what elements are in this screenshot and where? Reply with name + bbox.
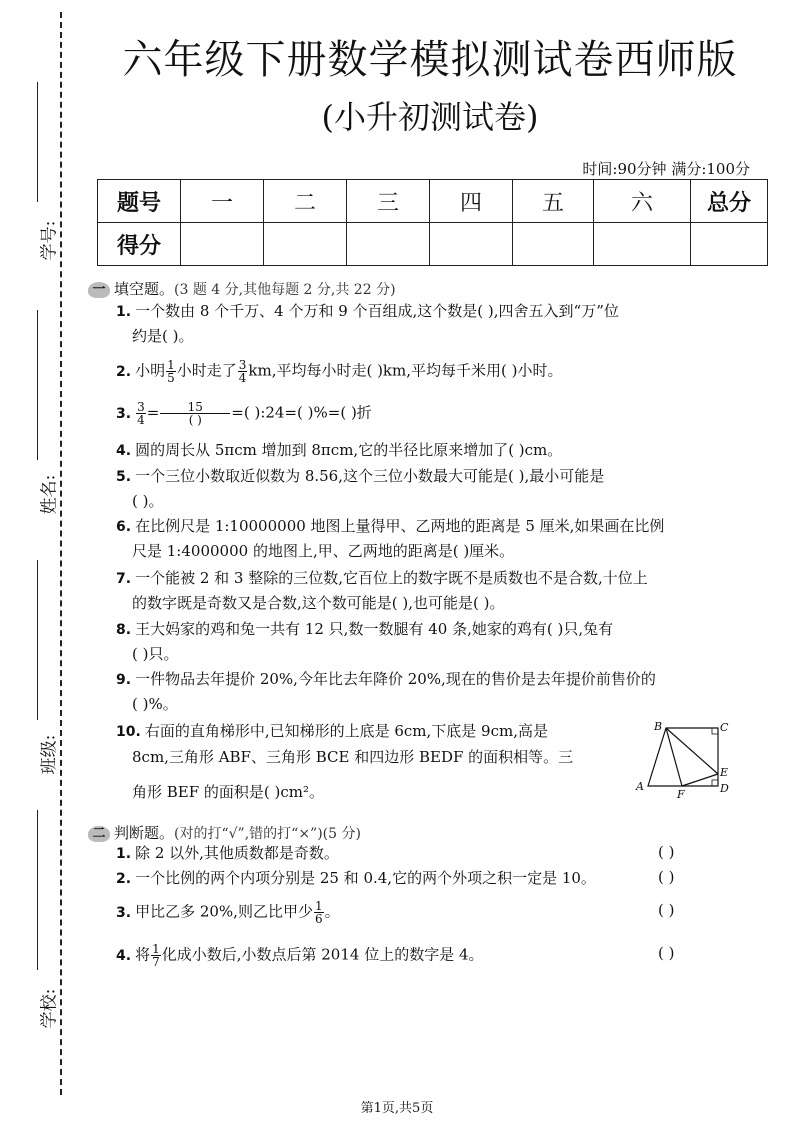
section-2-note: (对的打“√”,错的打“×”)(5 分): [174, 826, 361, 842]
question-number: 4.: [116, 443, 132, 459]
question-number: 1.: [116, 846, 132, 862]
answer-paren[interactable]: ( ): [658, 843, 675, 861]
page-subtitle: (小升初测试卷): [321, 98, 539, 136]
question-text: 右面的直角梯形中,已知梯形的上底是 6cm,下底是 9cm,高是: [144, 722, 548, 740]
label-e: E: [720, 766, 729, 779]
school-line: [37, 810, 38, 970]
label-d: D: [720, 782, 729, 795]
page-title: 六年级下册数学模拟测试卷西师版: [122, 37, 738, 83]
label-a: A: [636, 780, 644, 793]
answer-paren[interactable]: ( ): [658, 901, 675, 919]
score-table-header-row: [98, 180, 768, 223]
question-4: [116, 439, 562, 462]
score-row-label: 得分: [98, 223, 181, 266]
question-9: [116, 668, 656, 691]
tf-question-1: [116, 842, 339, 865]
question-number: 3.: [116, 904, 132, 921]
fraction: $\frac{1}{5}$: [167, 358, 175, 385]
score-input-cell[interactable]: [513, 223, 594, 266]
segment-bf: [666, 728, 682, 786]
name-label: 姓名:: [39, 474, 60, 515]
score-cell: 一: [181, 180, 264, 223]
question-number: 8.: [116, 622, 132, 638]
question-text: 在比例尺是 1:10000000 地图上量得甲、乙两地的距离是 5 厘米,如果画在比例: [135, 517, 665, 535]
fraction: $\frac{15}{( )}$: [160, 401, 230, 426]
student-no-label: 学号:: [39, 220, 60, 261]
fraction: $\frac{1}{7}$: [152, 942, 160, 969]
question-2: [116, 359, 562, 384]
question-8-cont: ( )只。: [132, 645, 179, 663]
section-1-heading: [88, 278, 396, 299]
score-input-cell[interactable]: [691, 223, 768, 266]
segment-be: [666, 728, 718, 774]
section-1-note: (3 题 4 分,其他每题 2 分,共 22 分): [174, 282, 396, 298]
question-9-cont: ( )%。: [132, 695, 178, 713]
tf-question-3: [116, 900, 340, 925]
score-input-cell[interactable]: [347, 223, 430, 266]
question-text: 化成小数后,小数点后第 2014 位上的数字是 4。: [161, 945, 484, 964]
score-cell: 总分: [691, 180, 768, 223]
question-1-cont: 约是( )。: [132, 327, 194, 345]
question-text: 一个数由 8 个千万、4 个万和 9 个百组成,这个数是( ),四舍五入到“万”位: [135, 302, 619, 320]
question-text: 一个能被 2 和 3 整除的三位数,它百位上的数字既不是质数也不是合数,十位上: [135, 569, 648, 587]
question-text: 一个三位小数取近似数为 8.56,这个三位小数最大可能是( ),最小可能是: [135, 467, 605, 485]
question-text: =( ):24=( )%=( )折: [231, 403, 372, 422]
question-10-cont: 8cm,三角形 ABF、三角形 BCE 和四边形 BEDF 的面积相等。三: [132, 748, 574, 766]
section-2-title: 判断题。: [114, 824, 175, 842]
student-no-line: [37, 82, 38, 202]
fraction: $\frac{1}{6}$: [314, 899, 323, 926]
binding-dashed-line: [60, 12, 62, 1095]
section-2-heading: [88, 822, 361, 843]
question-text: 一件物品去年提价 20%,今年比去年降价 20%,现在的售价是去年提价前售价的: [135, 670, 656, 688]
time-info: 时间:90分钟 满分:100分: [582, 160, 750, 178]
question-number: 3.: [116, 405, 132, 422]
question-number: 5.: [116, 469, 132, 485]
label-b: B: [654, 720, 663, 733]
question-number: 9.: [116, 672, 132, 688]
score-input-cell[interactable]: [430, 223, 513, 266]
question-7: [116, 567, 648, 590]
question-text: 圆的周长从 5πcm 增加到 8πcm,它的半径比原来增加了( )cm。: [135, 441, 563, 459]
question-number: 7.: [116, 571, 132, 587]
score-cell: 四: [430, 180, 513, 223]
question-number: 6.: [116, 519, 132, 535]
question-5-cont: ( )。: [132, 492, 164, 510]
score-table-score-row: [98, 223, 768, 266]
question-6: [116, 515, 664, 538]
question-5: [116, 465, 604, 488]
answer-paren[interactable]: ( ): [658, 944, 675, 962]
question-8: [116, 618, 613, 641]
question-number: 10.: [116, 724, 141, 740]
section-1-badge: 一: [88, 282, 110, 298]
name-line: [37, 310, 38, 460]
question-text: 甲比乙多 20%,则乙比甲少: [135, 902, 313, 921]
class-line: [37, 560, 38, 720]
score-cell: 六: [594, 180, 691, 223]
question-text: =: [146, 403, 160, 422]
question-3: [116, 401, 372, 426]
label-c: C: [720, 721, 729, 734]
label-f: F: [677, 788, 685, 801]
trapezoid-figure: [630, 718, 730, 802]
fraction: $\frac{3}{4}$: [238, 358, 247, 385]
section-2-badge: 二: [88, 826, 110, 842]
score-cell: 二: [264, 180, 347, 223]
question-10: [116, 720, 548, 743]
question-text: 王大妈家的鸡和兔一共有 12 只,数一数腿有 40 条,她家的鸡有( )只,兔有: [135, 620, 614, 638]
answer-paren[interactable]: ( ): [658, 868, 675, 886]
question-text: 将: [135, 945, 151, 964]
class-label: 班级:: [39, 734, 60, 775]
score-cell: 五: [513, 180, 594, 223]
right-angle-mark: [712, 728, 718, 734]
question-text: km,平均每小时走( )km,平均每千米用( )小时。: [248, 361, 563, 380]
tf-question-4: [116, 943, 484, 968]
tf-question-2: [116, 867, 596, 890]
question-7-cont: 的数字既是奇数又是合数,这个数可能是( ),也可能是( )。: [132, 594, 505, 612]
question-text: 一个比例的两个内项分别是 25 和 0.4,它的两个外项之积一定是 10。: [135, 869, 596, 887]
score-table: [97, 179, 768, 266]
score-cell: 题号: [98, 180, 181, 223]
question-text: 。: [324, 902, 340, 921]
question-10-cont: 角形 BEF 的面积是( )cm²。: [132, 783, 325, 801]
section-1-title: 填空题。: [114, 280, 175, 298]
page-footer: 第1页,共5页: [360, 1101, 434, 1116]
question-text: 小时走了: [176, 361, 237, 380]
score-input-cell[interactable]: [181, 223, 264, 266]
right-angle-mark: [712, 780, 718, 786]
score-input-cell[interactable]: [264, 223, 347, 266]
question-number: 2.: [116, 363, 132, 380]
question-text: 除 2 以外,其他质数都是奇数。: [135, 844, 339, 862]
score-input-cell[interactable]: [594, 223, 691, 266]
question-number: 1.: [116, 304, 132, 320]
question-number: 2.: [116, 871, 132, 887]
fraction: $\frac{3}{4}$: [137, 400, 145, 427]
school-label: 学校:: [39, 988, 60, 1029]
question-1: [116, 300, 619, 323]
score-cell: 三: [347, 180, 430, 223]
question-6-cont: 尺是 1:4000000 的地图上,甲、乙两地的距离是( )厘米。: [132, 542, 515, 560]
question-text: 小明: [135, 361, 166, 380]
question-number: 4.: [116, 947, 132, 964]
